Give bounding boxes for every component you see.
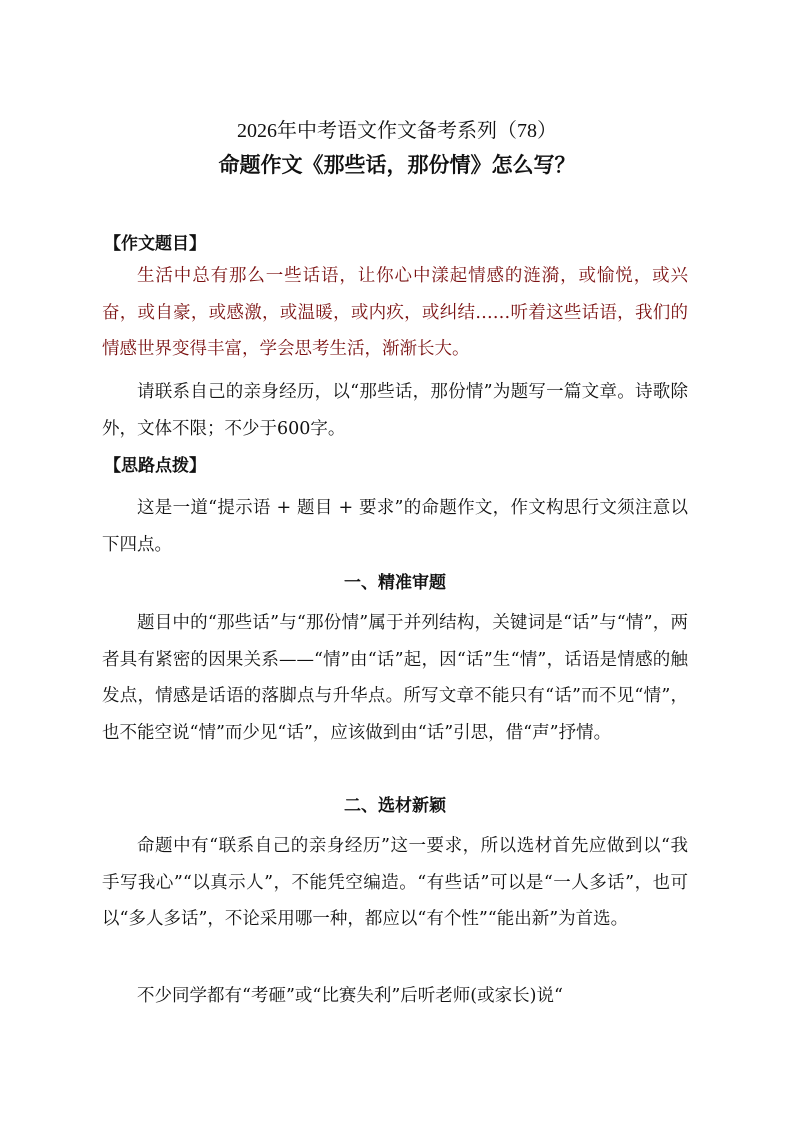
essay-title: 命题作文《那些话，那份情》怎么写？ bbox=[218, 153, 576, 177]
heading-novel-material: 二、选材新颖 bbox=[344, 796, 446, 816]
prompt-paragraph-2: 请联系自己的亲身经历，以“那些话，那份情”为题写一篇文章。诗歌除外，文体不限；不少于600字。 bbox=[102, 382, 688, 439]
heading2-paragraph-1: 命题中有“联系自己的亲身经历”这一要求，所以选材首先应做到以“我手写我心”“以真示人”，不能凭空编造。“有些话”可以是“一人多话”，也可以“多人多话”，不论采用哪一种，都应以“有个性”“能出新”为首选。 bbox=[102, 836, 688, 929]
guide-intro-paragraph: 这是一道“提示语 + 题目 + 要求”的命题作文，作文构思行文须注意以下四点。 bbox=[102, 498, 688, 555]
section-label-prompt: 【作文题目】 bbox=[104, 234, 206, 254]
heading2-paragraph-2: 不少同学都有“考砸”或“比赛失利”后听老师(或家长)说“ bbox=[137, 986, 563, 1006]
heading-precise-review: 一、精准审题 bbox=[344, 573, 446, 593]
section-label-guide: 【思路点拨】 bbox=[104, 456, 206, 476]
heading1-paragraph: 题目中的“那些话”与“那份情”属于并列结构，关键词是“话”与“情”，两者具有紧密的因果关系——“情”由“话”起，因“话”生“情”，话语是情感的触发点，情感是话语的落脚点与升华点。所写文章不能只有“话”而不见“情”，也不能空说“情”而少见“话”，应该做到由“话”引思，借“声”抒情。 bbox=[102, 613, 688, 743]
prompt-paragraph-1: 生活中总有那么一些话语，让你心中漾起情感的涟漪，或愉悦，或兴奋，或自豪，或感激，或温暖，或内疚，或纠结……听着这些话语，我们的情感世界变得丰富，学会思考生活，渐渐长大。 bbox=[102, 266, 688, 359]
series-title: 2026年中考语文作文备考系列（78） bbox=[237, 120, 557, 142]
